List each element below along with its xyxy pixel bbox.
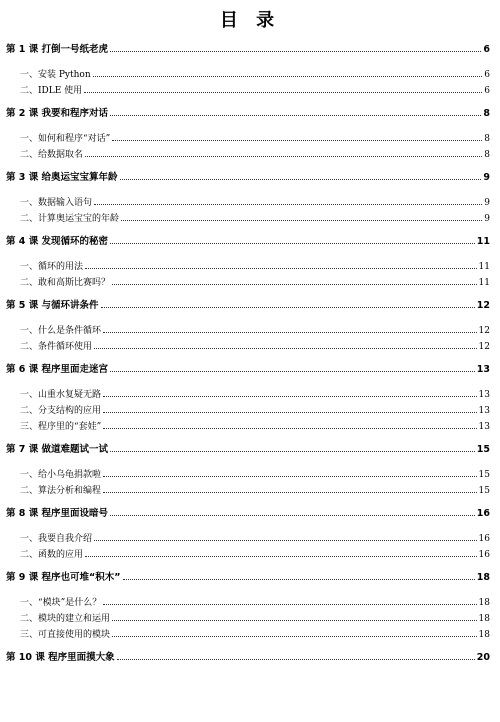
section-page-number: 13 xyxy=(478,406,490,416)
dot-leader xyxy=(103,492,477,493)
section-page-number: 11 xyxy=(478,262,490,272)
section-page-number: 18 xyxy=(478,614,490,624)
chapter-entry[interactable] xyxy=(6,38,490,55)
section-page-number: 6 xyxy=(484,86,490,96)
section-entry[interactable] xyxy=(6,272,490,288)
chapter-page-number: 6 xyxy=(483,44,490,55)
chapter-title: 第 3 课 给奥运宝宝算年龄 xyxy=(6,172,118,183)
section-title: 二、给数据取名 xyxy=(20,150,84,160)
chapter-title: 第 6 课 程序里面走迷宫 xyxy=(6,364,109,375)
chapter-title: 第 1 课 打倒一号纸老虎 xyxy=(6,44,109,55)
dot-leader xyxy=(85,268,477,269)
chapter-title: 第 7 课 做道难题试一试 xyxy=(6,444,109,455)
section-title: 一、循环的用法 xyxy=(20,262,84,272)
section-entry[interactable] xyxy=(6,128,490,144)
dot-leader xyxy=(103,396,477,397)
dot-leader xyxy=(110,515,475,516)
chapter-entry[interactable] xyxy=(6,566,490,583)
dot-leader xyxy=(117,659,475,660)
dot-leader xyxy=(101,307,475,308)
dot-leader xyxy=(112,284,477,285)
chapter-page-number: 16 xyxy=(476,508,490,519)
dot-leader xyxy=(123,579,475,580)
chapter-entry[interactable] xyxy=(6,646,490,663)
chapter-entry[interactable] xyxy=(6,294,490,311)
toc-chapter xyxy=(6,38,490,96)
dot-leader xyxy=(110,451,475,452)
section-page-number: 18 xyxy=(478,598,490,608)
section-page-number: 9 xyxy=(484,214,490,224)
section-page-number: 12 xyxy=(478,326,490,336)
chapter-entry[interactable] xyxy=(6,502,490,519)
toc-chapter xyxy=(6,358,490,432)
section-title: 一、我要自我介绍 xyxy=(20,534,93,544)
chapter-entry[interactable] xyxy=(6,230,490,247)
dot-leader xyxy=(84,92,482,93)
toc-chapter xyxy=(6,102,490,160)
chapter-entry[interactable] xyxy=(6,166,490,183)
chapter-title: 第 4 课 发现循环的秘密 xyxy=(6,236,109,247)
dot-leader xyxy=(112,140,482,141)
toc-chapter xyxy=(6,502,490,560)
section-title: 一、“模块”是什么？ xyxy=(20,598,102,608)
section-page-number: 9 xyxy=(484,198,490,208)
chapter-title: 第 8 课 程序里面设暗号 xyxy=(6,508,109,519)
section-entry[interactable] xyxy=(6,192,490,208)
section-entry[interactable] xyxy=(6,544,490,560)
chapter-page-number: 15 xyxy=(476,444,490,455)
dot-leader xyxy=(103,412,477,413)
table-of-contents xyxy=(6,38,490,672)
section-page-number: 6 xyxy=(484,70,490,80)
section-title: 三、程序里的“套娃” xyxy=(20,422,102,432)
toc-chapter xyxy=(6,646,490,663)
chapter-page-number: 9 xyxy=(483,172,490,183)
toc-title: 目 录 xyxy=(219,10,281,31)
dot-leader xyxy=(103,428,476,429)
section-title: 二、分支结构的应用 xyxy=(20,406,102,416)
toc-chapter xyxy=(6,438,490,496)
section-title: 二、函数的应用 xyxy=(20,550,84,560)
dot-leader xyxy=(120,179,482,180)
section-title: 一、数据输入语句 xyxy=(20,198,93,208)
section-title: 三、可直接使用的模块 xyxy=(20,630,111,640)
dot-leader xyxy=(103,476,477,477)
section-page-number: 15 xyxy=(478,486,490,496)
section-page-number: 16 xyxy=(478,534,490,544)
section-title: 一、什么是条件循环 xyxy=(20,326,102,336)
section-page-number: 8 xyxy=(484,150,490,160)
dot-leader xyxy=(110,243,475,244)
section-entry[interactable] xyxy=(6,608,490,624)
section-entry[interactable] xyxy=(6,208,490,224)
toc-chapter xyxy=(6,166,490,224)
chapter-title: 第 2 课 我要和程序对话 xyxy=(6,108,109,119)
section-page-number: 12 xyxy=(478,342,490,352)
section-entry[interactable] xyxy=(6,400,490,416)
chapter-page-number: 12 xyxy=(476,300,490,311)
section-title: 二、条件循环使用 xyxy=(20,342,93,352)
chapter-page-number: 18 xyxy=(476,572,490,583)
section-entry[interactable] xyxy=(6,64,490,80)
section-title: 一、山重水复疑无路 xyxy=(20,390,102,400)
dot-leader xyxy=(94,540,477,541)
toc-chapter xyxy=(6,566,490,640)
chapter-entry[interactable] xyxy=(6,438,490,455)
section-title: 一、给小乌龟捐款啦 xyxy=(20,470,102,480)
section-title: 二、计算奥运宝宝的年龄 xyxy=(20,214,120,224)
section-page-number: 13 xyxy=(478,390,490,400)
section-page-number: 16 xyxy=(478,550,490,560)
section-title: 一、如何和程序“对话” xyxy=(20,134,111,144)
dot-leader xyxy=(103,604,476,605)
section-entry[interactable] xyxy=(6,624,490,640)
section-entry[interactable] xyxy=(6,416,490,432)
chapter-entry[interactable] xyxy=(6,102,490,119)
dot-leader xyxy=(94,204,482,205)
section-entry[interactable] xyxy=(6,256,490,272)
toc-chapter xyxy=(6,294,490,352)
section-entry[interactable] xyxy=(6,528,490,544)
chapter-page-number: 8 xyxy=(483,108,490,119)
section-entry[interactable] xyxy=(6,320,490,336)
dot-leader xyxy=(112,620,477,621)
chapter-title: 第 9 课 程序也可堆“积木” xyxy=(6,572,121,583)
chapter-page-number: 20 xyxy=(476,652,490,663)
chapter-entry[interactable] xyxy=(6,358,490,375)
dot-leader xyxy=(93,76,483,77)
dot-leader xyxy=(85,156,482,157)
section-entry[interactable] xyxy=(6,592,490,608)
section-entry[interactable] xyxy=(6,464,490,480)
dot-leader xyxy=(112,636,477,637)
dot-leader xyxy=(121,220,482,221)
section-title: 二、IDLE 使用 xyxy=(20,86,83,96)
section-entry[interactable] xyxy=(6,384,490,400)
section-title: 二、敢和高斯比赛吗？ xyxy=(20,278,111,288)
dot-leader xyxy=(94,348,477,349)
section-entry[interactable] xyxy=(6,144,490,160)
chapter-page-number: 11 xyxy=(476,236,490,247)
section-page-number: 8 xyxy=(484,134,490,144)
section-entry[interactable] xyxy=(6,480,490,496)
dot-leader xyxy=(110,115,481,116)
toc-chapter xyxy=(6,230,490,288)
section-page-number: 11 xyxy=(478,278,490,288)
section-title: 一、安装 Python xyxy=(20,70,91,80)
dot-leader xyxy=(103,332,477,333)
section-entry[interactable] xyxy=(6,336,490,352)
chapter-title: 第 10 课 程序里面摸大象 xyxy=(6,652,115,663)
section-page-number: 18 xyxy=(478,630,490,640)
dot-leader xyxy=(110,371,475,372)
dot-leader xyxy=(85,556,477,557)
chapter-title: 第 5 课 与循环讲条件 xyxy=(6,300,99,311)
section-page-number: 13 xyxy=(478,422,490,432)
chapter-page-number: 13 xyxy=(476,364,490,375)
section-entry[interactable] xyxy=(6,80,490,96)
section-page-number: 15 xyxy=(478,470,490,480)
section-title: 二、算法分析和编程 xyxy=(20,486,102,496)
section-title: 二、模块的建立和运用 xyxy=(20,614,111,624)
dot-leader xyxy=(110,51,481,52)
